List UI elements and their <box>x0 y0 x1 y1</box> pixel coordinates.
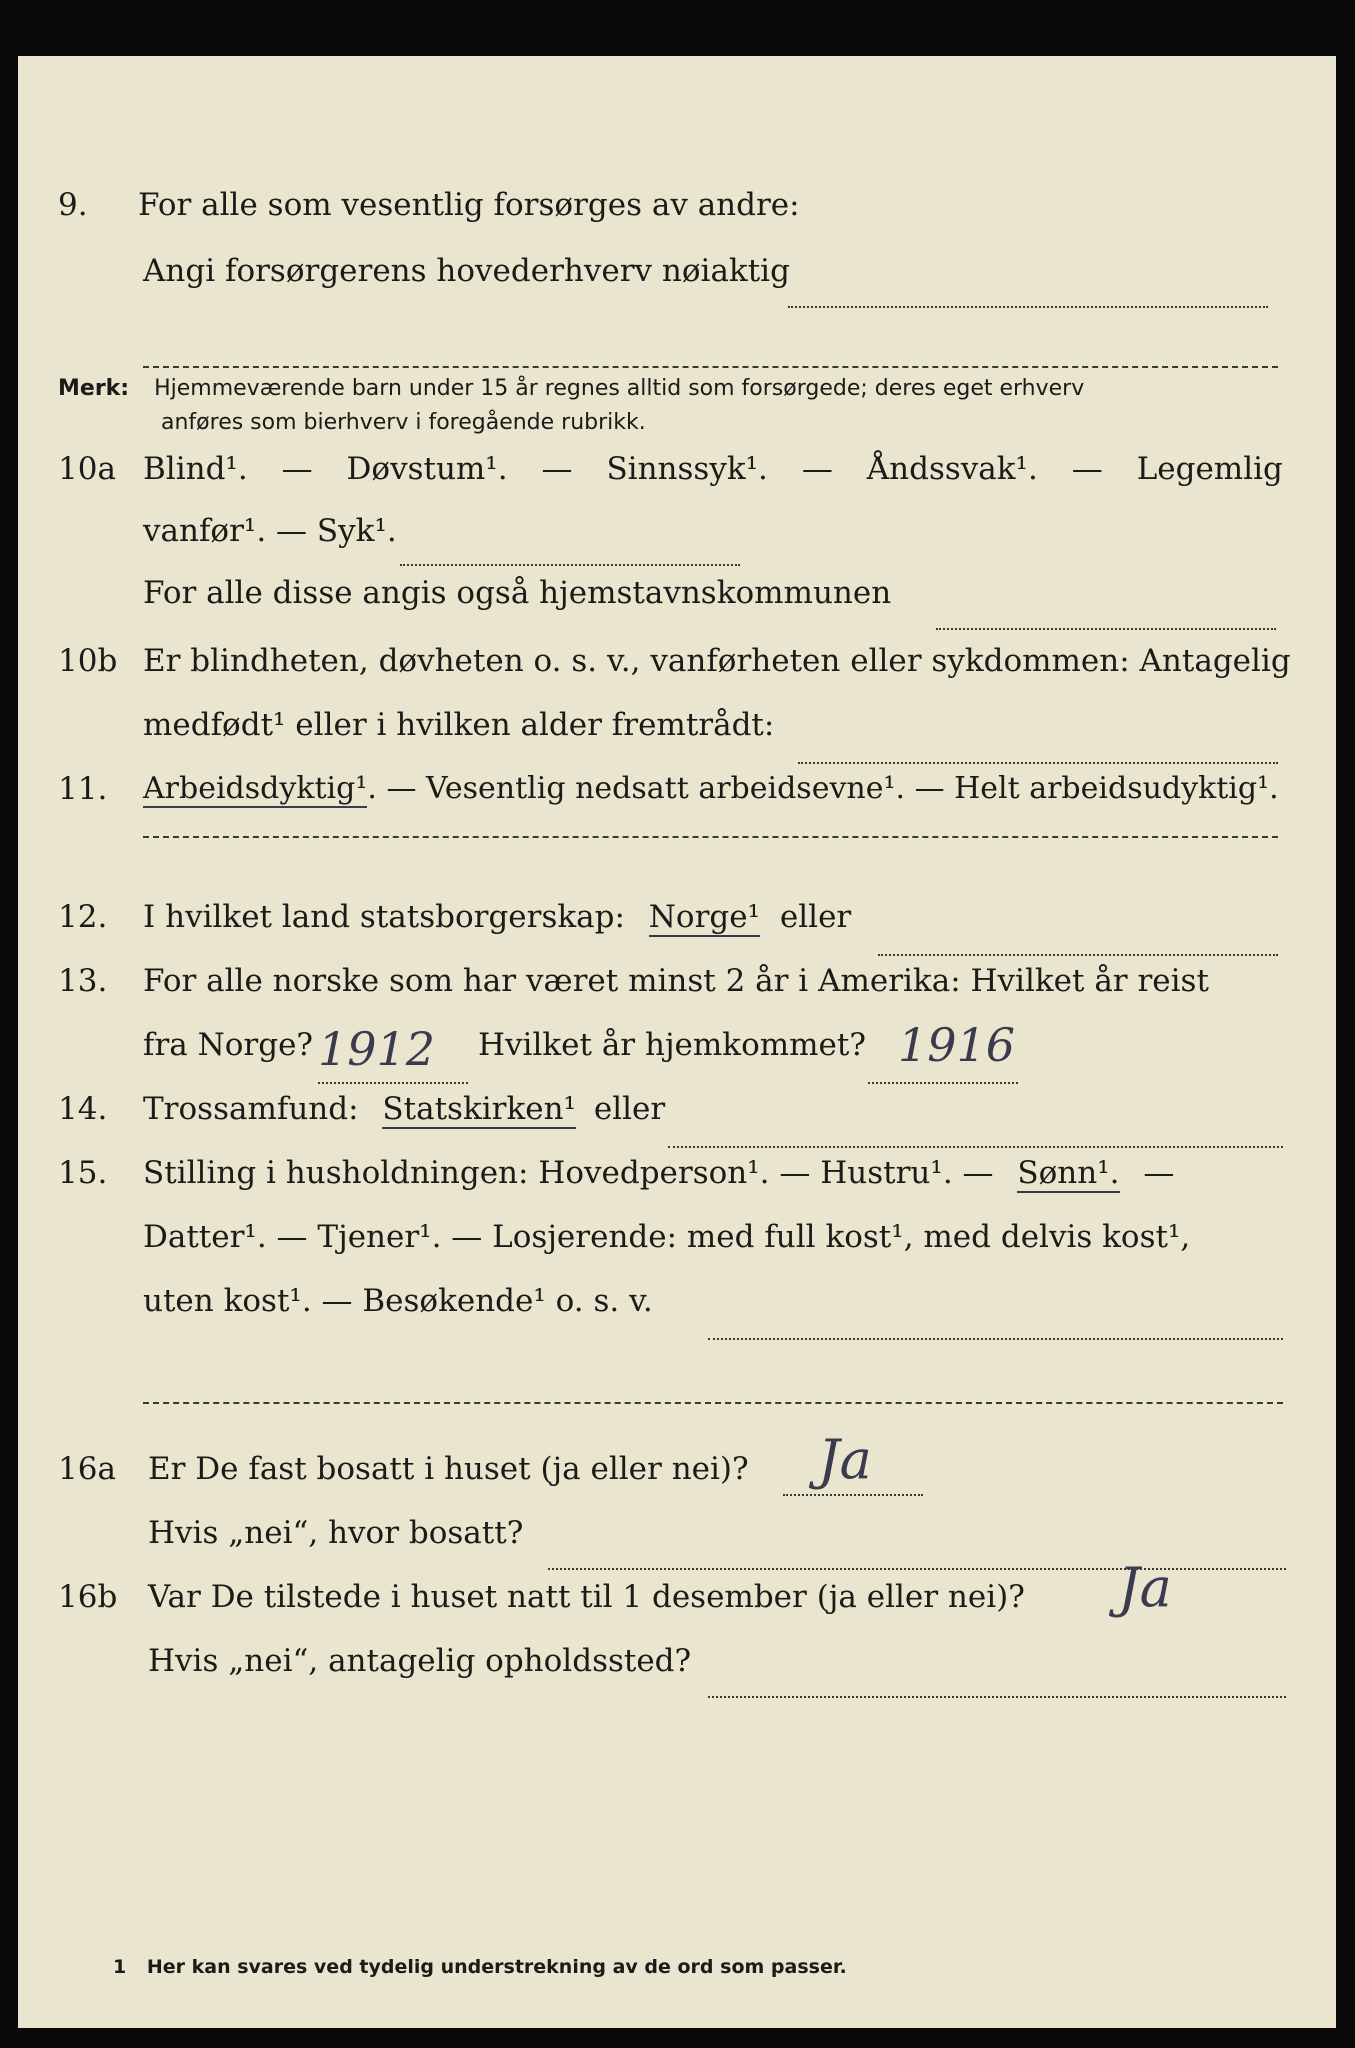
q10b-text1: Er blindheten, døvheten o. s. v., vanførheten eller sykdommen: Antagelig <box>143 643 1291 679</box>
q16b-number: 16b <box>58 1579 118 1615</box>
q10a-kommune-line[interactable] <box>936 628 1276 630</box>
q16b-text2: Hvis „nei“, antagelig opholdssted? <box>148 1643 692 1679</box>
q10a-andssvak[interactable]: Åndssvak¹. <box>866 451 1038 487</box>
q9-answer-line[interactable] <box>788 306 1268 308</box>
q10b-number: 10b <box>58 643 118 679</box>
q11-arbeidsdyktig[interactable]: Arbeidsdyktig¹ <box>143 771 368 806</box>
q15-row2 <box>18 1212 1336 1262</box>
q15-answer-line[interactable] <box>708 1338 1283 1340</box>
q16b-text1: Var De tilstede i huset natt til 1 desember (ja eller nei)? <box>148 1579 1025 1615</box>
footnote <box>113 1956 847 1978</box>
merk-text1: Hjemmeværende barn under 15 år regnes alltid som forsørgede; deres eget erhverv <box>154 376 1085 401</box>
q12-post: eller <box>779 899 852 935</box>
q14-post: eller <box>593 1091 666 1127</box>
q15-sonn[interactable]: Sønn¹. <box>1017 1155 1120 1191</box>
q15-line1pre: Stilling i husholdningen: Hovedperson¹. — Hustru¹. — <box>143 1155 994 1191</box>
q11-answer-line[interactable] <box>143 836 1278 838</box>
footnote-text: Her kan svares ved tydelig understrekning av de ord som passer. <box>146 1956 847 1978</box>
q13-text1: For alle norske som har været minst 2 år i Amerika: Hvilket år reist <box>143 963 1209 999</box>
q13-number: 13. <box>58 963 108 999</box>
q16a-answer: Ja <box>818 1428 872 1491</box>
q12-pre: I hvilket land statsborgerskap: <box>143 899 625 935</box>
q15-row1 <box>18 1148 1336 1198</box>
q16a-row1 <box>18 1444 1336 1494</box>
q14-text <box>143 1084 665 1134</box>
q10a-blind[interactable]: Blind¹. <box>143 451 248 487</box>
q9-answer-line2[interactable] <box>143 366 1278 368</box>
q15-text2: Datter¹. — Tjener¹. — Losjerende: med full kost¹, med delvis kost¹, <box>143 1219 1191 1255</box>
q16a-text2: Hvis „nei“, hvor bosatt? <box>148 1515 524 1551</box>
q10a-row2 <box>18 506 1336 556</box>
q10a-row1 <box>18 444 1336 494</box>
census-form-page <box>18 56 1336 2028</box>
q10a-dash3: — <box>801 451 833 487</box>
q10b-row2 <box>18 700 1336 750</box>
q10a-dash2: — <box>541 451 573 487</box>
q16b-answer: Ja <box>1118 1556 1172 1619</box>
q15-row3 <box>18 1276 1336 1326</box>
q10a-options <box>143 444 1283 494</box>
q10a-row3 <box>18 568 1336 618</box>
q16b-row2 <box>18 1636 1336 1686</box>
q15-text1 <box>143 1148 1174 1198</box>
q14-statskirken[interactable]: Statskirken¹ <box>382 1091 576 1127</box>
q10a-syk-line[interactable] <box>400 564 740 566</box>
q10a-text3: For alle disse angis også hjemstavnskommunen <box>143 575 892 611</box>
q10b-row1 <box>18 636 1336 686</box>
q9-text1: For alle som vesentlig forsørges av andre: <box>138 187 800 223</box>
q10a-dovstum[interactable]: Døvstum¹. <box>346 451 508 487</box>
q10a-dash1: — <box>281 451 313 487</box>
q10b-text2: medfødt¹ eller i hvilken alder fremtrådt: <box>143 707 775 743</box>
q13-row1 <box>18 956 1336 1006</box>
q10a-number: 10a <box>58 451 116 487</box>
q11-row <box>18 764 1336 814</box>
q10a-text2: vanfør¹. — Syk¹. <box>143 513 397 549</box>
q9-number: 9. <box>58 187 88 223</box>
q12-row <box>18 892 1336 942</box>
q15-answer-line2[interactable] <box>143 1402 1283 1404</box>
q15-line1post: — <box>1143 1155 1175 1191</box>
q13-answer-hjem: 1916 <box>898 1018 1016 1072</box>
q13-text2b: Hvilket år hjemkommet? <box>478 1027 866 1063</box>
q11-text <box>143 764 1279 814</box>
q9-text2: Angi forsørgerens hovederhverv nøiaktig <box>143 253 790 289</box>
footnote-mark: 1 <box>113 1956 127 1978</box>
q13-text2a: fra Norge? <box>143 1027 314 1063</box>
q16a-text1: Er De fast bosatt i huset (ja eller nei)? <box>148 1451 749 1487</box>
q9-row2 <box>18 246 1336 296</box>
q12-number: 12. <box>58 899 108 935</box>
q11-rest: . — Vesentlig nedsatt arbeidsevne¹. — Helt arbeidsudyktig¹. <box>367 771 1279 806</box>
q16b-opholdssted-line[interactable] <box>708 1696 1286 1698</box>
q15-text3: uten kost¹. — Besøkende¹ o. s. v. <box>143 1283 653 1319</box>
q10a-legemlig[interactable]: Legemlig <box>1136 451 1283 487</box>
q12-norge[interactable]: Norge¹ <box>648 899 761 935</box>
q13-row2 <box>18 1020 1336 1070</box>
merk-text2: anføres som bierhverv i foregående rubrikk. <box>161 410 646 435</box>
q16a-row2 <box>18 1508 1336 1558</box>
q15-number: 15. <box>58 1155 108 1191</box>
q14-number: 14. <box>58 1091 108 1127</box>
q9-row1 <box>18 180 1336 230</box>
q14-pre: Trossamfund: <box>143 1091 359 1127</box>
merk-label: Merk: <box>58 376 130 401</box>
q14-row <box>18 1084 1336 1134</box>
q13-answer-reist: 1912 <box>318 1022 436 1076</box>
q11-number: 11. <box>58 771 108 807</box>
q16a-bosatt-line[interactable] <box>548 1568 1286 1570</box>
q10a-sinnssyk[interactable]: Sinnssyk¹. <box>606 451 768 487</box>
q16a-answer-line[interactable] <box>783 1494 923 1496</box>
q16a-number: 16a <box>58 1451 116 1487</box>
merk-note <box>58 372 1084 440</box>
q12-text <box>143 892 851 942</box>
q10a-dash4: — <box>1071 451 1103 487</box>
